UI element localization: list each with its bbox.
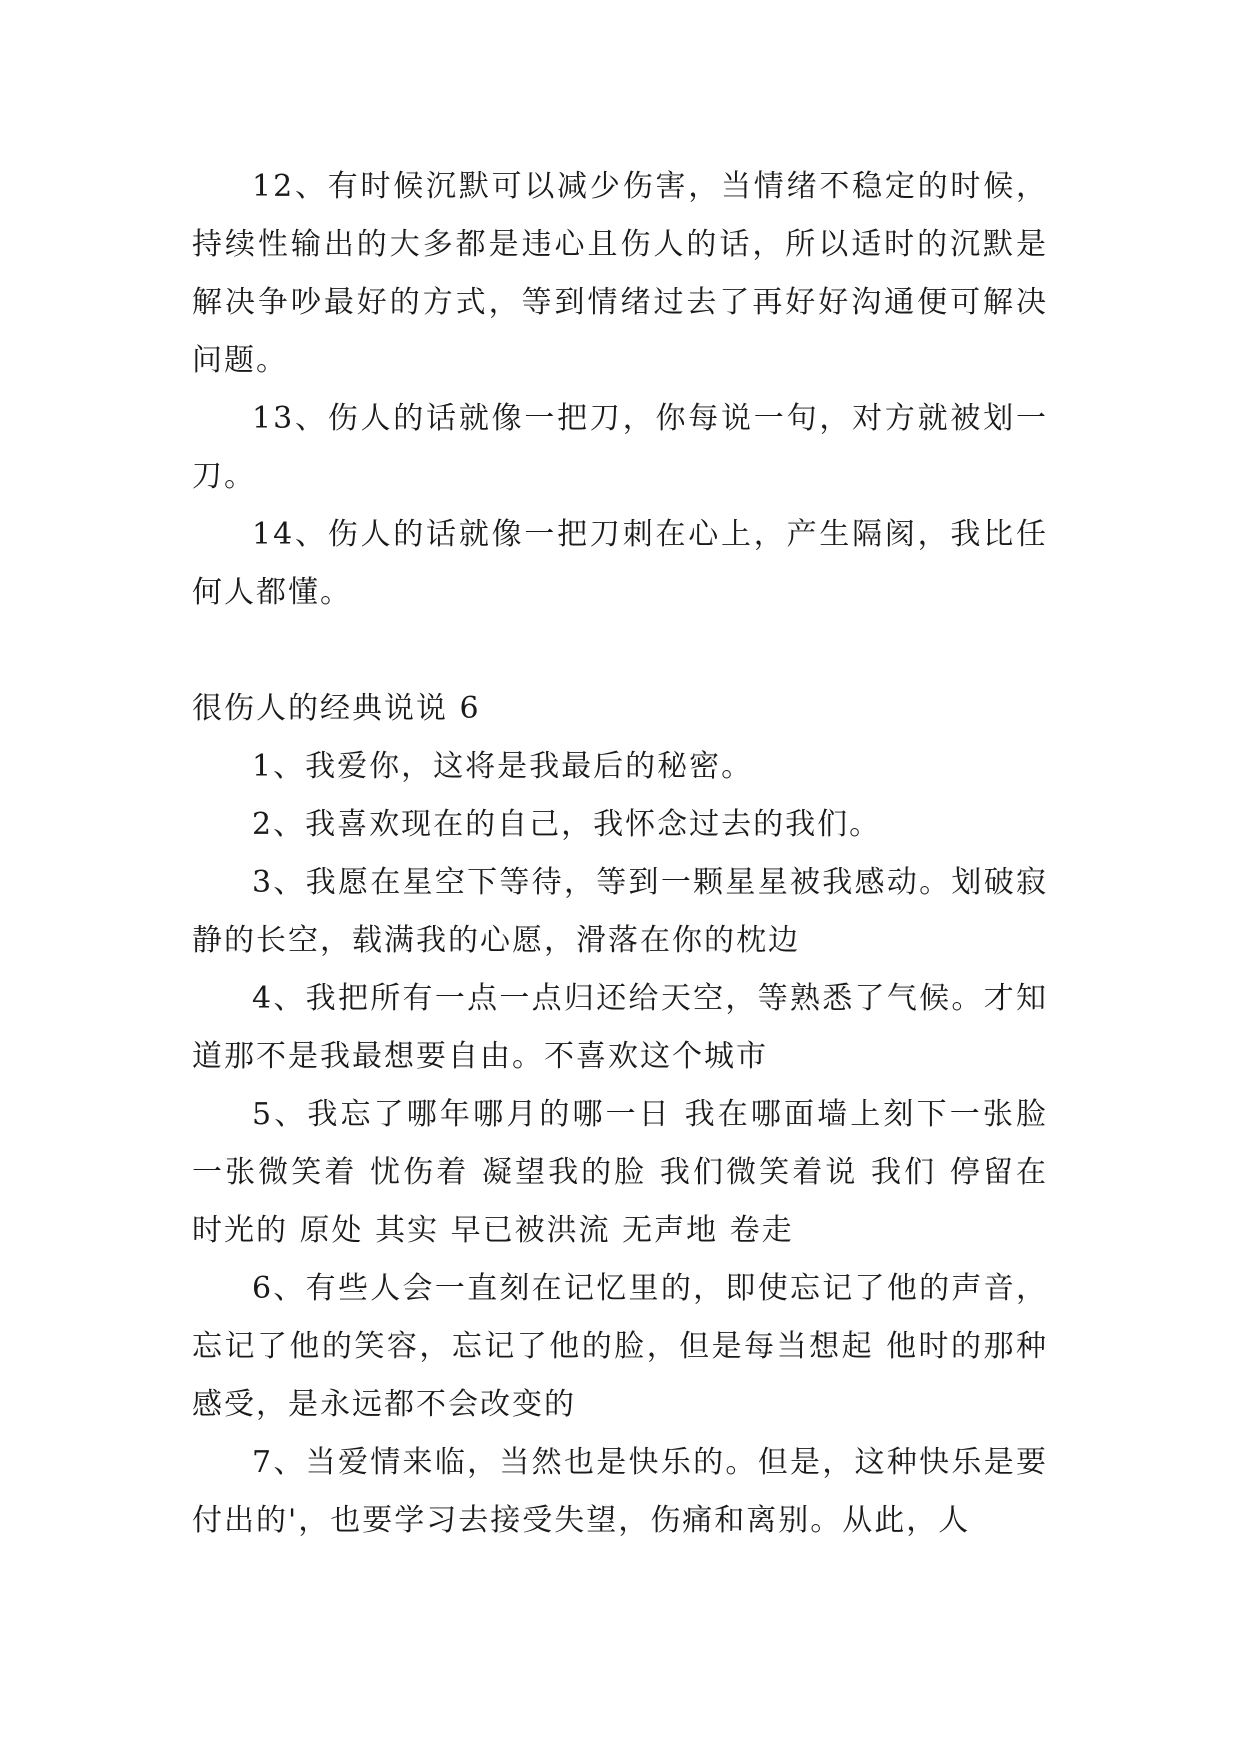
section-paragraph-5: 5、我忘了哪年哪月的哪一日 我在哪面墙上刻下一张脸 一张微笑着 忧伤着 凝望我的脸 我们微笑着说 我们 停留在 时光的 原处 其实 早已被洪流 无声地 卷走 bbox=[192, 1097, 1048, 1248]
section-heading: 很伤人的经典说说 6 bbox=[192, 691, 481, 726]
section-paragraph-6: 6、有些人会一直刻在记忆里的，即使忘记了他的声音，忘记了他的笑容，忘记了他的脸，但是每当想起 他时的那种感受，是永远都不会改变的 bbox=[192, 1271, 1048, 1422]
section-paragraph-2: 2、我喜欢现在的自己，我怀念过去的我们。 bbox=[252, 807, 882, 842]
document-page bbox=[192, 158, 1048, 1550]
paragraph-14: 14、伤人的话就像一把刀刺在心上，产生隔阂，我比任何人都懂。 bbox=[192, 517, 1048, 610]
paragraph-12: 12、有时候沉默可以减少伤害，当情绪不稳定的时候，持续性输出的大多都是违心且伤人的话，所以适时的沉默是解决争吵最好的方式，等到情绪过去了再好好沟通便可解决问题。 bbox=[192, 169, 1048, 378]
section-paragraph-1: 1、我爱你，这将是我最后的秘密。 bbox=[252, 749, 754, 784]
section-paragraph-4: 4、我把所有一点一点归还给天空，等熟悉了气候。才知道那不是我最想要自由。不喜欢这个城市 bbox=[192, 981, 1048, 1074]
section-paragraph-3: 3、我愿在星空下等待，等到一颗星星被我感动。划破寂静的长空，载满我的心愿，滑落在你的枕边 bbox=[192, 865, 1048, 958]
section-paragraph-7: 7、当爱情来临，当然也是快乐的。但是，这种快乐是要付出的'，也要学习去接受失望，伤痛和离别。从此，人 bbox=[192, 1445, 1048, 1538]
paragraph-13: 13、伤人的话就像一把刀，你每说一句，对方就被划一刀。 bbox=[192, 401, 1048, 494]
